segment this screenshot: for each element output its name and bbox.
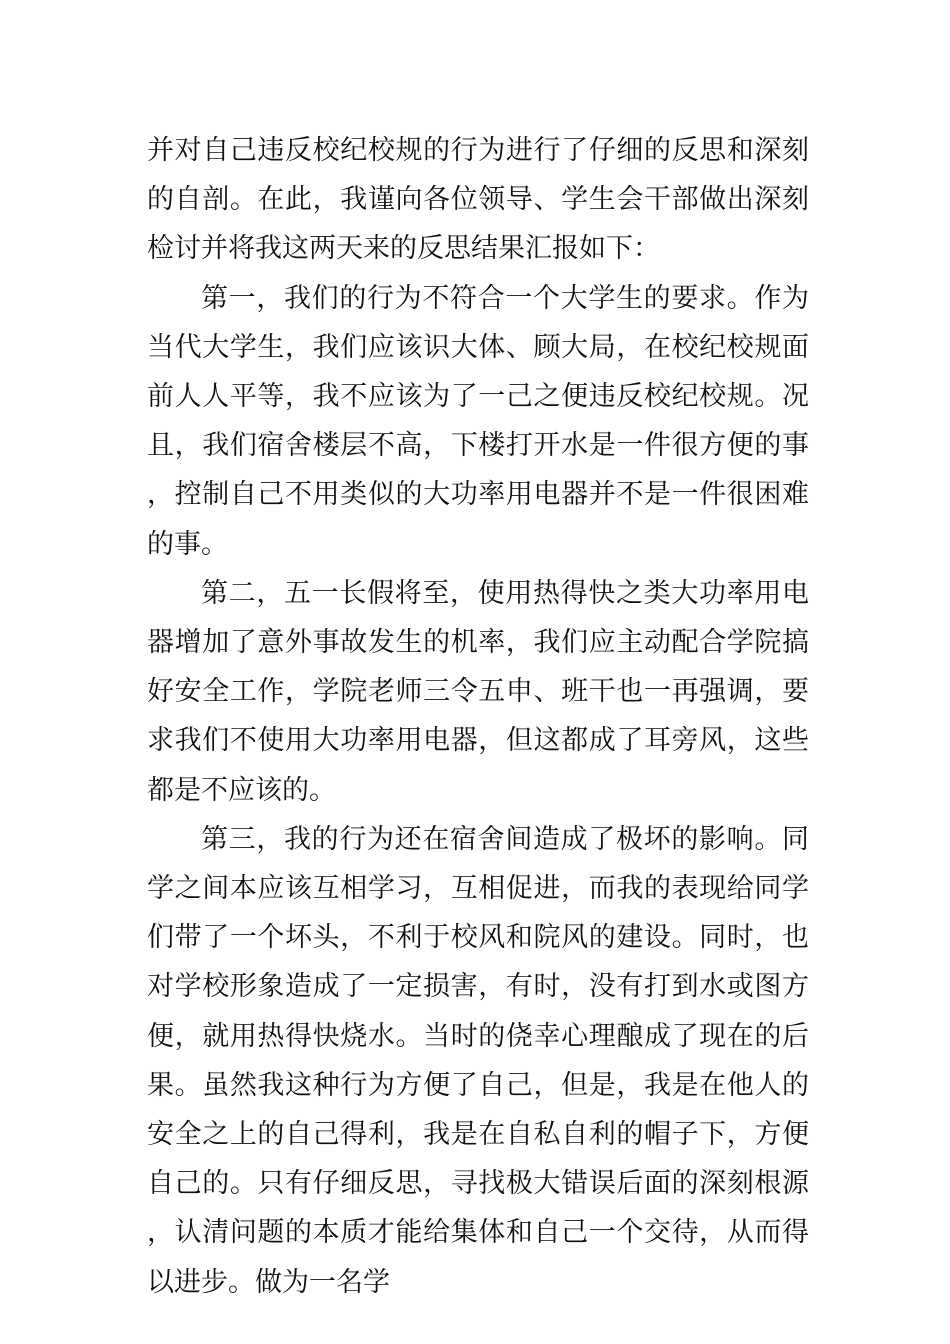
document-body (147, 126, 809, 1307)
paragraph-third-point: 第三，我的行为还在宿舍间造成了极坏的影响。同学之间本应该互相学习，互相促进，而我的表现给同学们带了一个坏头，不利于校风和院风的建设。同时，也对学校形象造成了一定损害，有时，没有打到水或图方便，就用热得快烧水。当时的侥幸心理酿成了现在的后果。虽然我这种行为方便了自己，但是，我是在他人的安全之上的自己得利，我是在自私自利的帽子下，方便自己的。只有仔细反思，寻找极大错误后面的深刻根源，认清问题的本质才能给集体和自己一个交待，从而得以进步。做为一名学 (147, 823, 809, 1298)
paragraph-second-point: 第二，五一长假将至，使用热得快之类大功率用电器增加了意外事故发生的机率，我们应主动配合学院搞好安全工作，学院老师三令五申、班干也一再强调，要求我们不使用大功率用电器，但这都成了耳旁风，这些都是不应该的。 (147, 577, 809, 806)
paragraph-first-point: 第一，我们的行为不符合一个大学生的要求。作为当代大学生，我们应该识大体、顾大局，在校纪校规面前人人平等，我不应该为了一己之便违反校纪校规。况且，我们宿舍楼层不高，下楼打开水是一件很方便的事，控制自己不用类似的大功率用电器并不是一件很困难的事。 (147, 282, 809, 560)
paragraph-continuation: 并对自己违反校纪校规的行为进行了仔细的反思和深刻的自剖。在此，我谨向各位领导、学生会干部做出深刻检讨并将我这两天来的反思结果汇报如下： (147, 135, 809, 265)
